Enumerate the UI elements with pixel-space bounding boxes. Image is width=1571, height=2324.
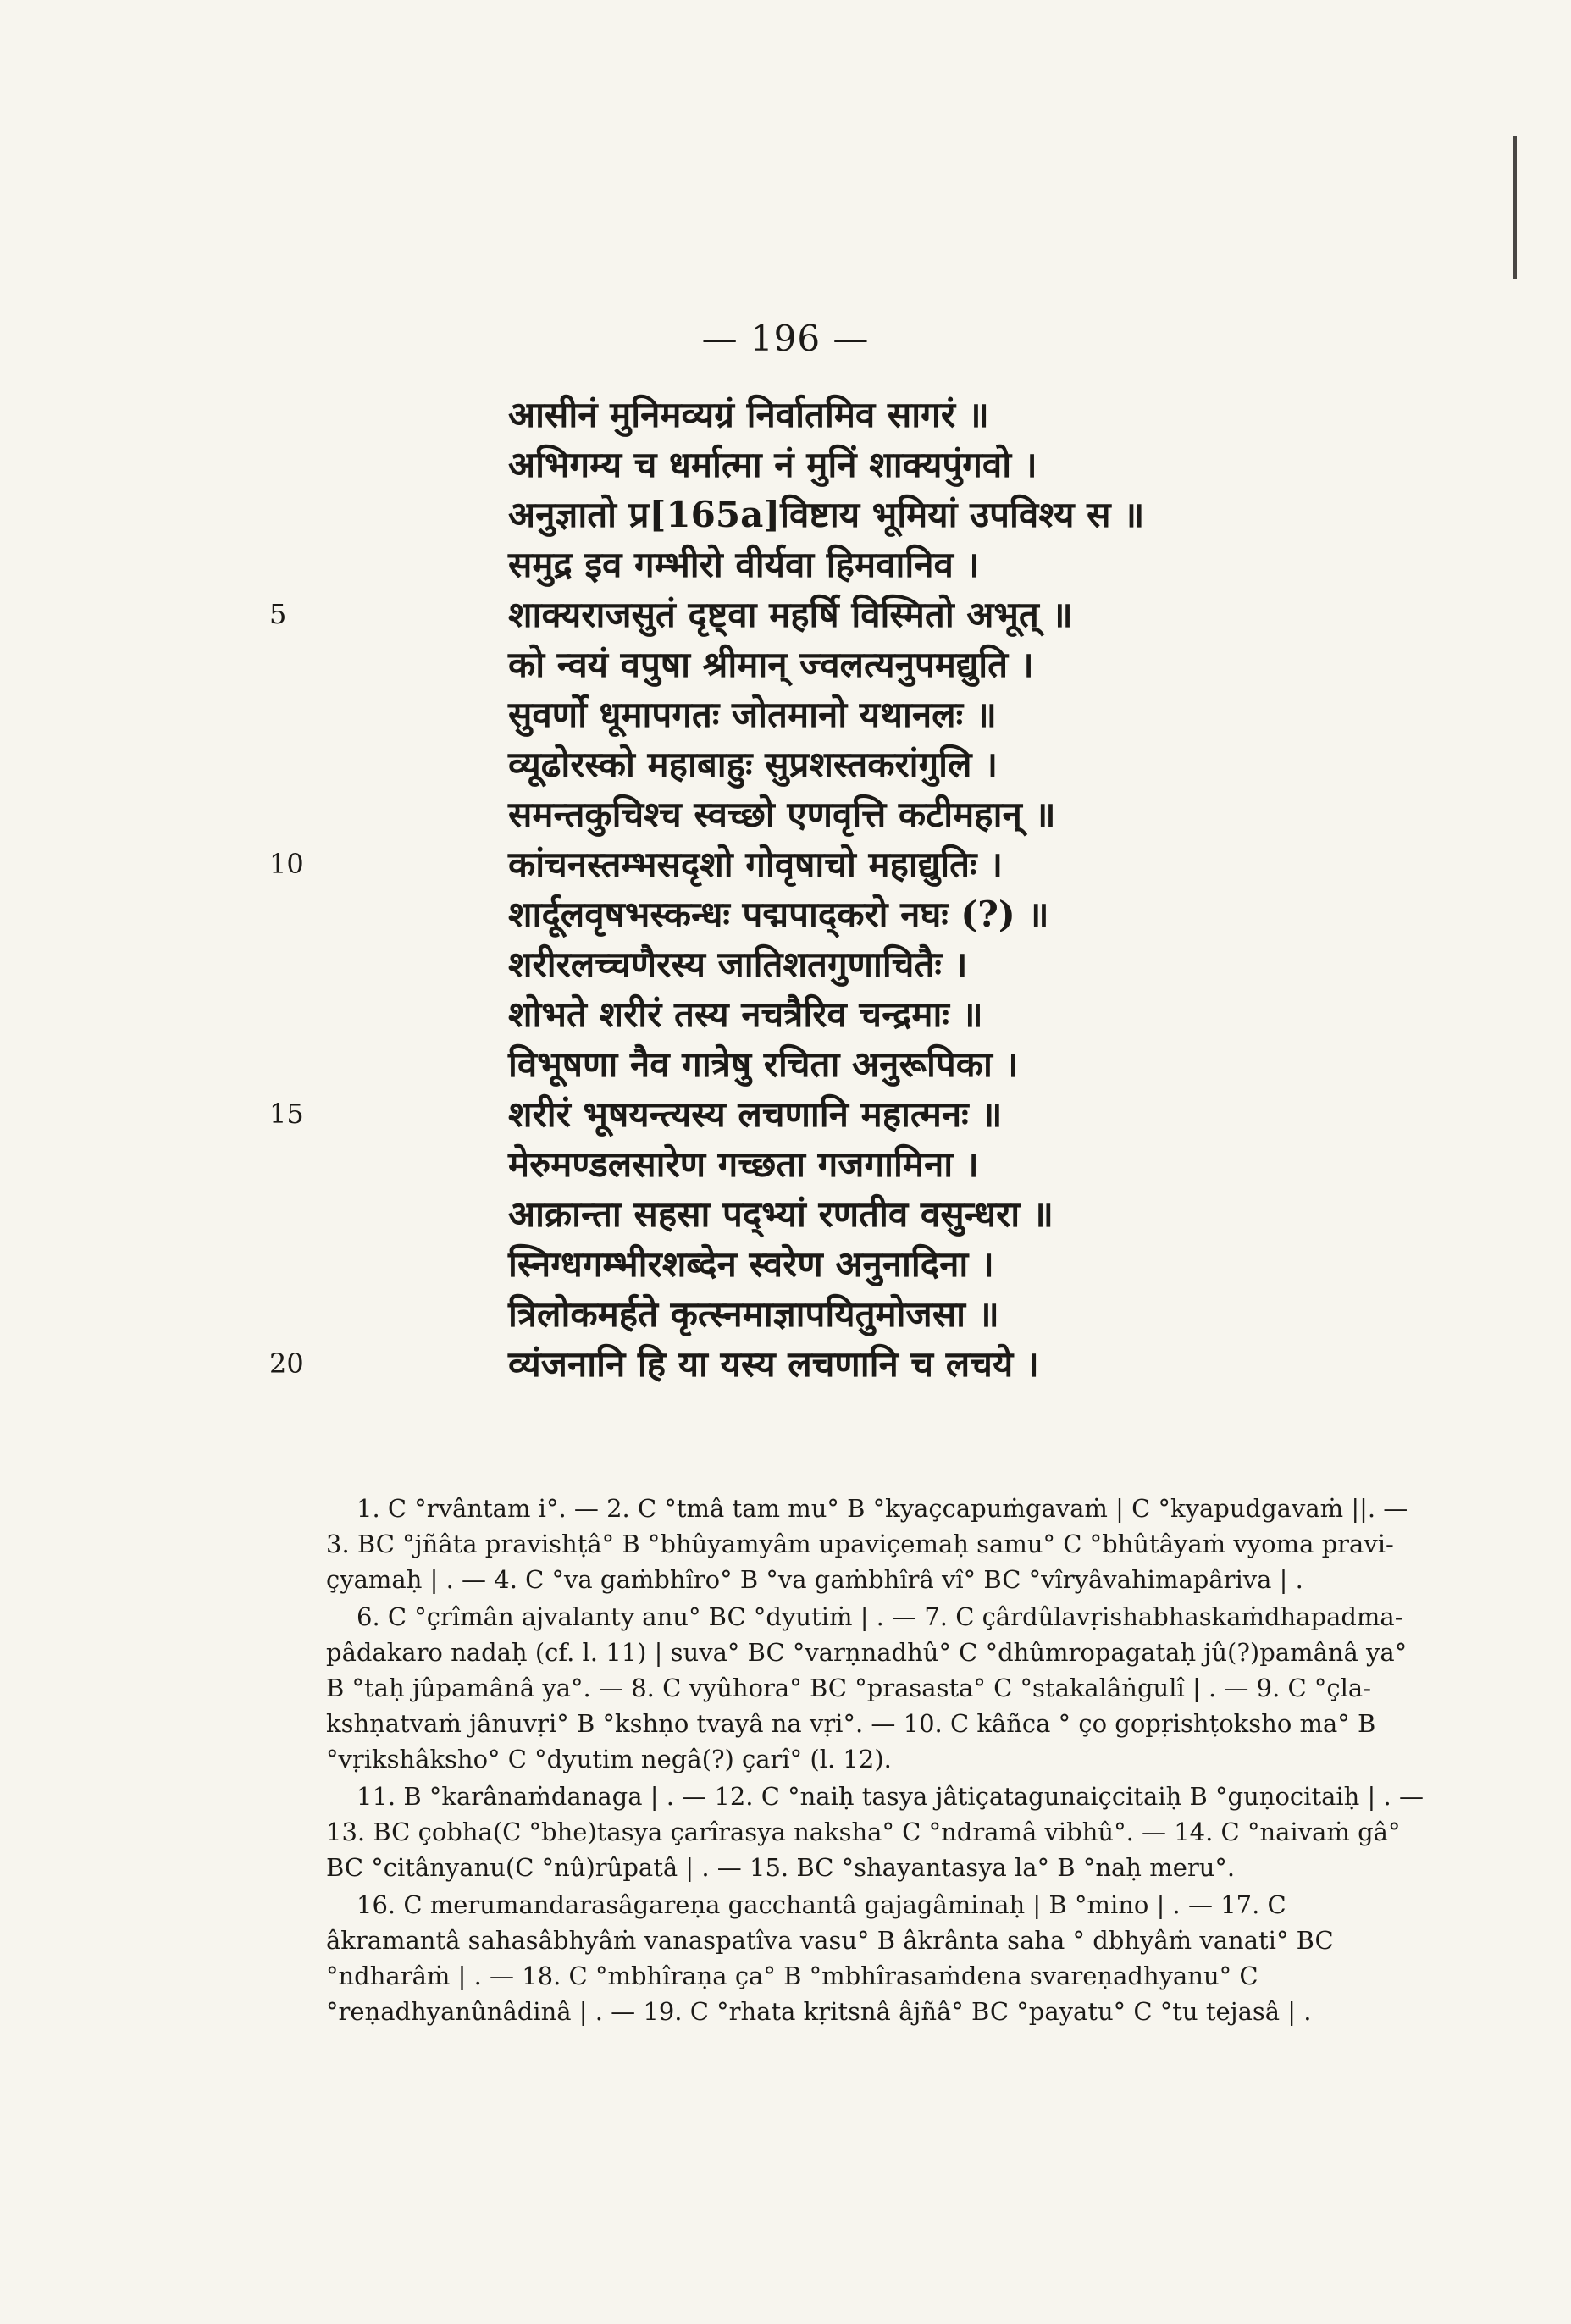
footnote-paragraph: 11. B °karânaṁdanaga | . — 12. C °naiḥ tasya jâtiçatagunaiçcitaiḥ B °guṇocitaiḥ | . — 13. BC çobha(C °bhe)tasya çarîrasya naksha° C °ndramâ vibhû°. — 14. C °naivaṁ gâ° BC °citânyanu(C °nû)rûpatâ | . — 15. BC °shayantasya la° B °naḥ meru°. bbox=[326, 1782, 1424, 1882]
verse-line: शोभते शरीरं तस्य नचत्रैरिव चन्द्रमाः ॥ bbox=[508, 993, 983, 1035]
verse-line: मेरुमण्डलसारेण गच्छता गजगामिना । bbox=[508, 1143, 979, 1185]
verse-line: अनुज्ञातो प्र[165a]विष्टाय भूमियां उपविश्य स ॥ bbox=[508, 494, 1145, 535]
page-edge-mark bbox=[1513, 136, 1517, 279]
verse-line: व्यंजनानि हि या यस्य लचणानि च लचये । bbox=[508, 1343, 1039, 1385]
verse-line: आसीनं मुनिमव्यग्रं निर्वातमिव सागरं ॥ bbox=[508, 394, 989, 435]
verse-line: को न्वयं वपुषा श्रीमान् ज्वलत्यनुपमद्युति । bbox=[508, 644, 1034, 685]
verse-block bbox=[508, 390, 1482, 1389]
footnote-paragraph: 6. C °çrîmân ajvalanty anu° BC °dyutiṁ | . — 7. C çârdûlavṛishabhaskaṁdhapadma-pâdakaro nadaḥ (cf. l. 11) | suva° BC °varṇnadhû° C °dhûmropagataḥ jû(?)pamânâ ya° B °taḥ jûpamânâ ya°. — 8. C vyûhora° BC °prasasta° C °stakalâṅgulî | . — 9. C °çla-kshṇatvaṁ jânuvṛi° B °kshṇo tvayâ na vṛi°. — 10. C kâñca ° ço gopṛishṭoksho ma° B °vṛikshâksho° C °dyutim negâ(?) çarî° (l. 12). bbox=[326, 1602, 1408, 1773]
line-number: 20 bbox=[269, 1347, 304, 1380]
verse-line: शाक्यराजसुतं दृष्ट्वा महर्षि विस्मितो अभूत् ॥ bbox=[508, 594, 1073, 635]
line-number: 10 bbox=[269, 848, 304, 880]
verse-line: समन्तकुचिश्च स्वच्छो एणवृत्ति कटीमहान् ॥ bbox=[508, 794, 1056, 835]
page-number: — 196 — bbox=[701, 318, 870, 359]
verse-line: अभिगम्य च धर्मात्मा नं मुनिं शाक्यपुंगवो । bbox=[508, 444, 1037, 485]
verse-line: सुवर्णो धूमापगतः जोतमानो यथानलः ॥ bbox=[508, 694, 997, 735]
verse-line: विभूषणा नैव गात्रेषु रचिता अनुरूपिका । bbox=[508, 1043, 1019, 1085]
verse-line: शरीरं भूषयन्त्यस्य लचणानि महात्मनः ॥ bbox=[508, 1093, 1003, 1135]
line-number: 5 bbox=[269, 598, 287, 630]
line-number: 15 bbox=[269, 1098, 304, 1130]
verse-line: शार्दूलवृषभस्कन्धः पद्मपाद्करो नघः (?) ॥ bbox=[508, 894, 1049, 935]
verse-line: शरीरलच्चणैरस्य जातिशतगुणाचितैः । bbox=[508, 943, 968, 985]
verse-line: कांचनस्तम्भसदृशो गोवृषाचो महाद्युतिः । bbox=[508, 844, 1004, 885]
footnotes bbox=[326, 1491, 1427, 2031]
footnote-paragraph: 1. C °rvântam i°. — 2. C °tmâ tam mu° B °kyaçcapuṁgavaṁ | C °kyapudgavaṁ ||. — 3. BC °jñâta pravishṭâ° B °bhûyamyâm upaviçemaḥ samu° C °bhûtâyaṁ vyoma pravi-çyamaḥ | . — 4. C °va gaṁbhîro° B °va gaṁbhîrâ vî° BC °vîryâvahimapâriva | . bbox=[326, 1494, 1408, 1594]
verse-line: स्निग्धगम्भीरशब्देन स्वरेण अनुनादिना । bbox=[508, 1243, 994, 1285]
verse-line: समुद्र इव गम्भीरो वीर्यवा हिमवानिव । bbox=[508, 544, 980, 585]
footnote-paragraph: 16. C merumandarasâgareṇa gacchantâ gajagâminaḥ | B °mino | . — 17. C âkramantâ sahasâbhyâṁ vanaspatîva vasu° B âkrânta saha ° dbhyâṁ vanati° BC °ndharâṁ | . — 18. C °mbhîraṇa ça° B °mbhîrasaṁdena svareṇadhyanu° C °reṇadhyanûnâdinâ | . — 19. C °rhata kṛitsnâ âjñâ° BC °payatu° C °tu tejasâ | . bbox=[326, 1890, 1334, 2026]
verse-line: त्रिलोकमर्हते कृत्स्नमाज्ञापयितुमोजसा ॥ bbox=[508, 1293, 999, 1335]
verse-line: व्यूढोरस्को महाबाहुः सुप्रशस्तकरांगुलि । bbox=[508, 744, 998, 785]
verse-line: आक्रान्ता सहसा पद्भ्यां रणतीव वसुन्धरा ॥ bbox=[508, 1193, 1054, 1235]
